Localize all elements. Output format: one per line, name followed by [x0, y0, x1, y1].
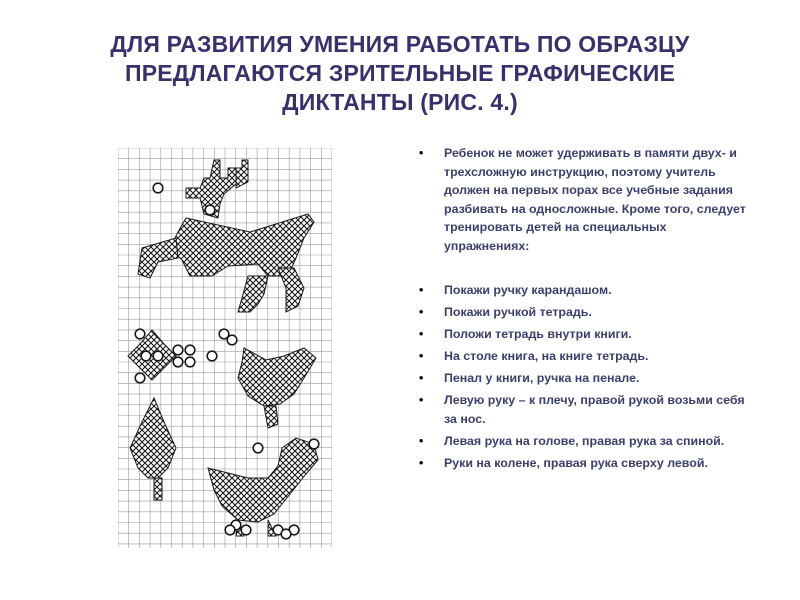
instruction-item: • На столе книга, на книге тетрадь. [418, 347, 753, 366]
pattern-shape [238, 276, 268, 312]
pattern-circle [135, 329, 145, 339]
pattern-circle [281, 529, 291, 539]
instruction-list [418, 144, 753, 476]
pattern-circle [173, 345, 183, 355]
pattern-circle [185, 345, 195, 355]
pattern-circle [241, 525, 251, 535]
pattern-shape [170, 214, 314, 276]
instruction-item: • Покажи ручку карандашом. [418, 281, 753, 300]
graph-paper-pattern-icon [118, 148, 332, 548]
pattern-shape [130, 398, 176, 478]
pattern-circle [153, 183, 163, 193]
graphic-dictation-figure [118, 148, 332, 548]
pattern-circle [227, 335, 237, 345]
pattern-shape [238, 348, 316, 406]
list-spacer [418, 259, 753, 278]
intro-paragraph: • Ребенок не может удерживать в памяти двух- и трехсложную инструкцию, поэтому учитель должен на первых порах все учебные задания разбивать на односложные. Кроме того, следует тренировать детей на специальных упражнениях: [418, 144, 753, 255]
pattern-shape [154, 478, 162, 500]
title-line-1: ДЛЯ РАЗВИТИЯ УМЕНИЯ РАБОТАТЬ ПО ОБРАЗЦУ [110, 31, 690, 57]
pattern-circle [225, 525, 235, 535]
pattern-shape [208, 438, 318, 522]
pattern-circle [253, 443, 263, 453]
slide-title [30, 30, 770, 117]
instruction-item: • Покажи ручкой тетрадь. [418, 303, 753, 322]
instruction-item: • Пенал у книги, ручка на пенале. [418, 369, 753, 388]
pattern-shape [264, 406, 278, 428]
instruction-item: • Левая рука на голове, правая рука за спиной. [418, 432, 753, 451]
title-line-2: ПРЕДЛАГАЮТСЯ ЗРИТЕЛЬНЫЕ ГРАФИЧЕСКИЕ [124, 60, 676, 86]
pattern-circle [185, 357, 195, 367]
instruction-item: • Левую руку – к плечу, правой рукой возьми себя за нос. [418, 391, 753, 428]
pattern-circle [153, 351, 163, 361]
instruction-item: • Положи тетрадь внутри книги. [418, 325, 753, 344]
pattern-circle [207, 351, 217, 361]
pattern-circle [141, 351, 151, 361]
pattern-circle [309, 439, 319, 449]
instruction-item: • Руки на колене, правая рука сверху левой. [418, 454, 753, 473]
title-line-3: ДИКТАНТЫ (РИС. 4.) [282, 89, 518, 115]
pattern-circle [173, 357, 183, 367]
pattern-circle [135, 373, 145, 383]
pattern-circle [205, 205, 215, 215]
